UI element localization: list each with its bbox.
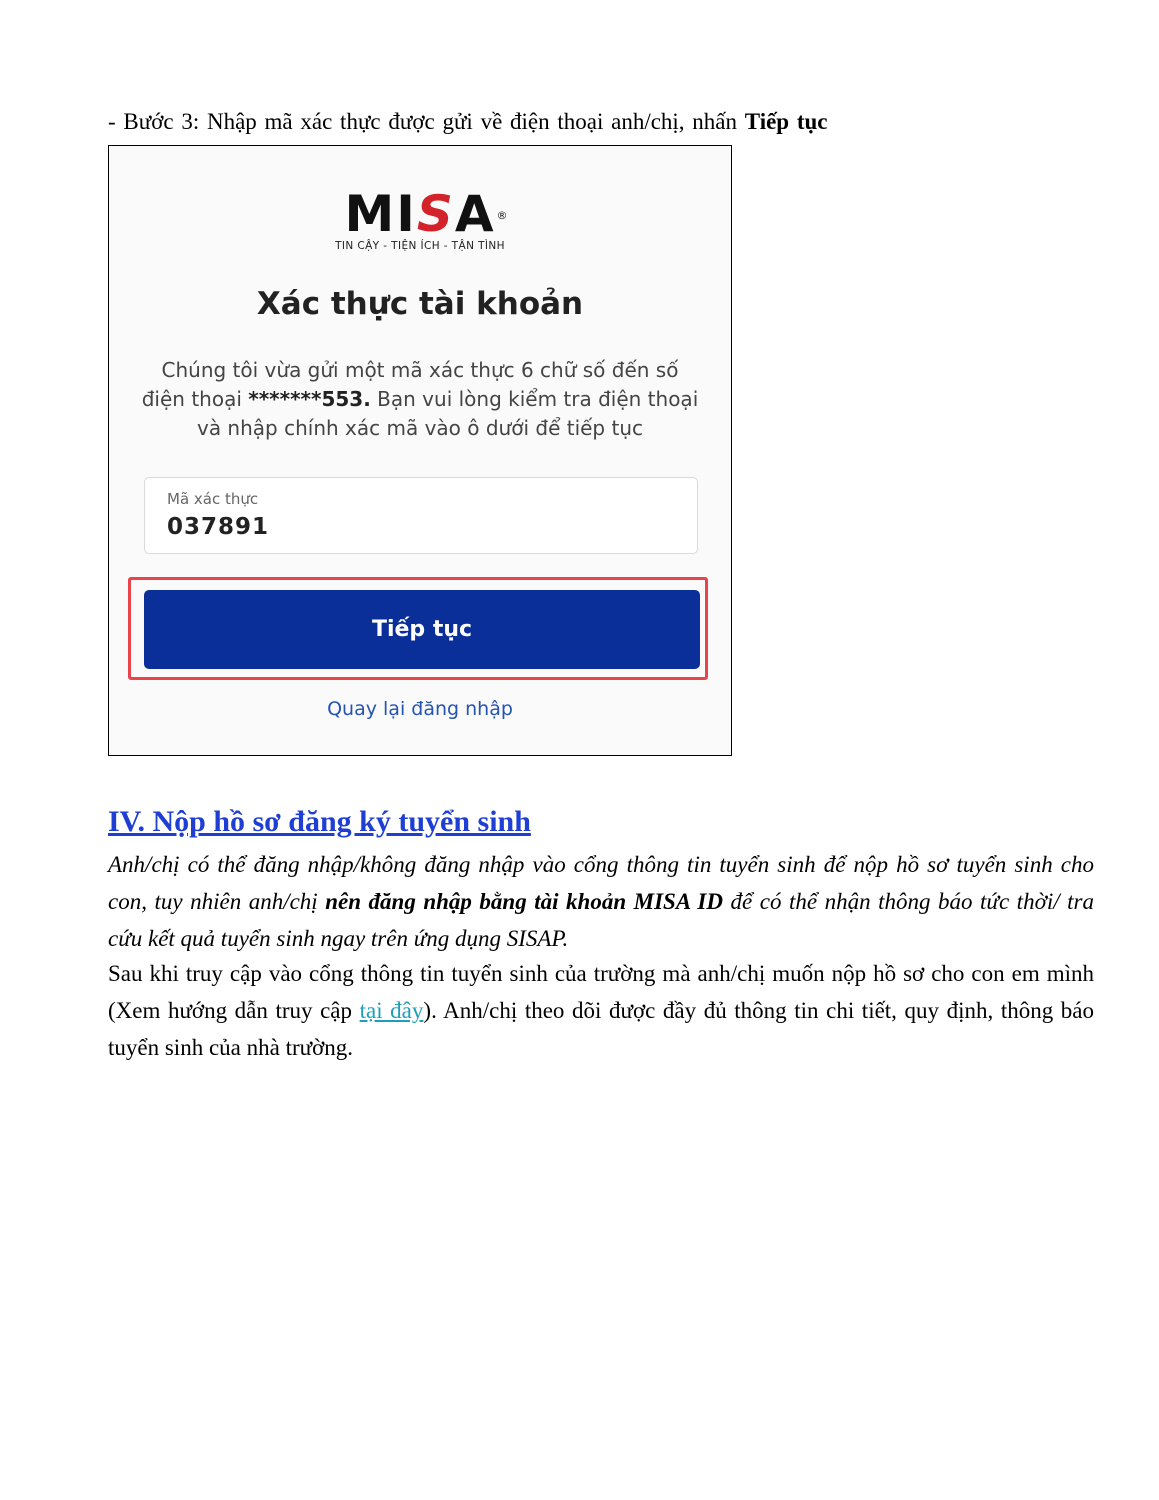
step-bold-action: Tiếp tục bbox=[744, 109, 828, 134]
verification-description: Chúng tôi vừa gửi một mã xác thực 6 chữ số đến số điện thoại *******553. Bạn vui lòng kiểm tra điện thoại và nhập chính xác mã vào ô dưới để tiếp tục bbox=[141, 358, 699, 440]
continue-button[interactable]: Tiếp tục bbox=[144, 590, 700, 669]
back-to-login-link[interactable]: Quay lại đăng nhập bbox=[327, 698, 513, 720]
logo-tagline: TIN CẬY - TIỆN ÍCH - TẬN TÌNH bbox=[335, 240, 505, 252]
section-paragraph: Sau khi truy cập vào cổng thông tin tuyển sinh của trường mà anh/chị muốn nộp hồ sơ cho con em mình (Xem hướng dẫn truy cập tại đây). Anh/chị theo dõi được đầy đủ thông tin chi tiết, quy định, thông báo tuyển sinh của nhà trường. bbox=[108, 961, 1095, 1060]
code-field-label: Mã xác thực bbox=[167, 490, 259, 508]
verification-code-field[interactable] bbox=[144, 477, 698, 554]
guide-link[interactable]: tại đây bbox=[359, 998, 424, 1023]
verification-title: Xác thực tài khoản bbox=[256, 286, 584, 322]
step-instruction bbox=[108, 106, 828, 138]
code-field-value[interactable]: 037891 bbox=[167, 514, 270, 540]
logo-wordmark: MISA ® bbox=[344, 185, 510, 243]
section-italic-paragraph: Anh/chị có thể đăng nhập/không đăng nhập vào cổng thông tin tuyển sinh để nộp hồ sơ tuyển sinh cho con, tuy nhiên anh/chị nên đăng nhập bằng tài khoản MISA ID để có thể nhận thông báo tức thời/ tra cứu kết quả tuyển sinh ngay trên ứng dụng SISAP. bbox=[108, 852, 1094, 951]
misa-logo bbox=[109, 185, 731, 252]
login-recommendation: nên đăng nhập bằng tài khoản MISA ID bbox=[325, 889, 723, 914]
step-text: - Bước 3: Nhập mã xác thực được gửi về điện thoại anh/chị, nhấn bbox=[108, 109, 745, 134]
section-heading[interactable]: IV. Nộp hồ sơ đăng ký tuyển sinh bbox=[108, 805, 531, 838]
masked-phone: *******553. bbox=[248, 387, 371, 411]
verification-screenshot bbox=[108, 145, 732, 756]
registered-mark: ® bbox=[496, 209, 510, 222]
